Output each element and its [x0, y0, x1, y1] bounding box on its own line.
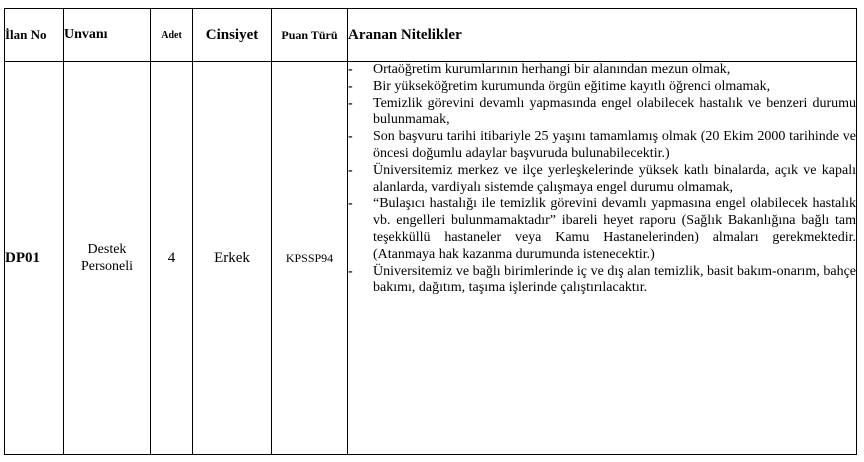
header-adet: Adet — [151, 9, 193, 62]
requirement-item — [348, 62, 856, 79]
cell-ilan-no: DP01 — [5, 62, 64, 455]
requirement-item — [348, 196, 856, 263]
table-row — [5, 62, 857, 455]
requirement-item — [348, 79, 856, 96]
bullet-dash: - — [348, 129, 353, 145]
bullet-dash: - — [348, 196, 353, 212]
requirement-text: Temizlik görevini devamlı yapmasında engel olabilecek hastalık ve benzeri durumu bulunmamak, — [373, 95, 856, 128]
requirement-text: “Bulaşıcı hastalığı ile temizlik görevini devamlı yapmasına engel olabilecek hastalık vb. engelleri bulunmamaktadır” ibareli heyet raporu (Sağlık Bakanlığına bağlı tam teşekküllü hastaneler veya Kamu Hastanelerinden) almaları gerekmektedir.(Atanmaya hak kazanma durumunda istenecektir.) — [373, 196, 856, 262]
header-cinsiyet: Cinsiyet — [193, 9, 272, 62]
bullet-dash: - — [348, 95, 353, 111]
header-unvan: Unvanı — [64, 9, 151, 62]
cell-cinsiyet: Erkek — [193, 62, 272, 455]
requirements-list — [348, 62, 856, 297]
requirement-item — [348, 163, 856, 197]
requirement-item — [348, 264, 856, 298]
cell-aranan-nitelikler — [348, 62, 857, 455]
bullet-dash: - — [348, 162, 353, 178]
header-aranan-nitelikler: Aranan Nitelikler — [348, 9, 857, 62]
job-posting-table — [4, 8, 857, 455]
requirement-text: Bir yükseköğretim kurumunda örgün eğitime kayıtlı öğrenci olmamak, — [373, 78, 771, 94]
requirement-item — [348, 129, 856, 163]
header-puan-turu: Puan Türü — [272, 9, 348, 62]
bullet-dash: - — [348, 62, 353, 77]
requirement-item — [348, 96, 856, 130]
header-row — [5, 9, 857, 62]
cell-unvan: Destek Personeli — [64, 62, 151, 455]
requirement-text: Son başvuru tarihi itibariyle 25 yaşını tamamlamış olmak (20 Ekim 2000 tarihinde ve öncesi doğumlu adaylar başvuruda bulunabilecektir.) — [373, 129, 856, 161]
header-ilan-no: İlan No — [5, 9, 64, 62]
requirement-text: Ortaöğretim kurumlarının herhangi bir alanından mezun olmak, — [373, 62, 731, 77]
bullet-dash: - — [348, 263, 353, 279]
requirement-text: Üniversitemiz ve bağlı birimlerinde iç ve dış alan temizlik, basit bakım-onarım, bahçe bakımı, dağıtım, taşıma işlerinde çalıştırılacaktır. — [373, 263, 856, 296]
cell-adet: 4 — [151, 62, 193, 455]
cell-puan-turu: KPSSP94 — [272, 62, 348, 455]
requirement-text: Üniversitemiz merkez ve ilçe yerleşkelerinde yüksek katlı binalarda, açık ve kapalı alanlarda, vardiyalı sistemde çalışmaya engel durumu olmamak, — [373, 162, 856, 195]
bullet-dash: - — [348, 78, 353, 94]
